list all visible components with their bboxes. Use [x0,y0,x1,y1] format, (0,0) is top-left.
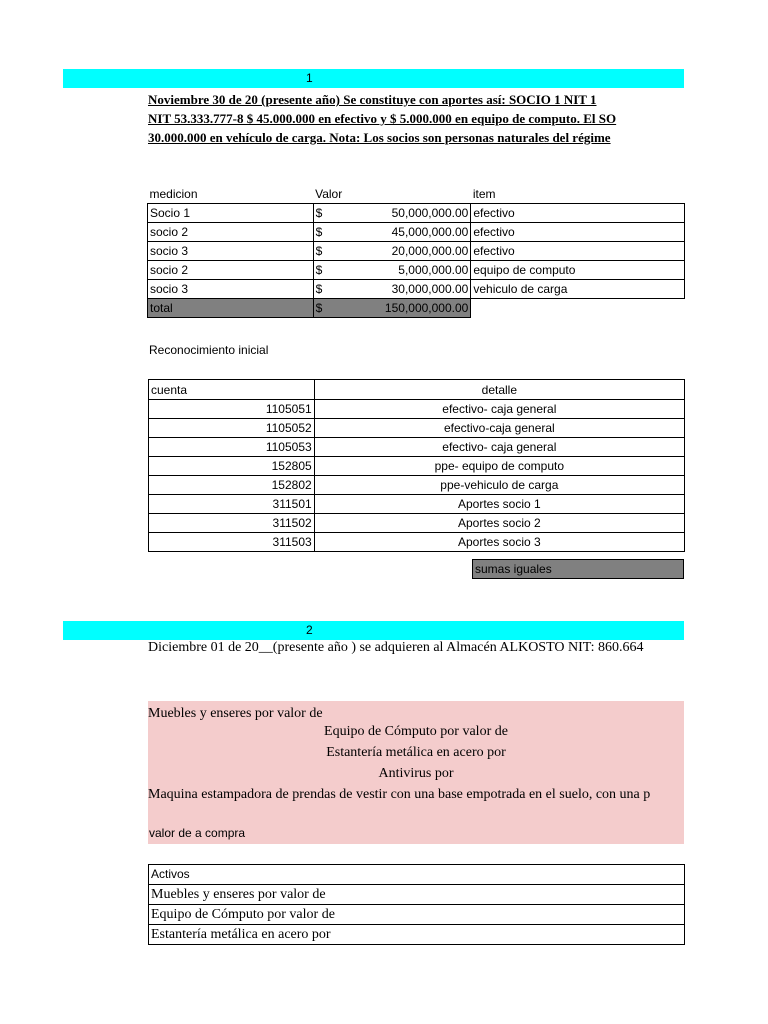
item-cell: vehiculo de carga [471,280,685,299]
assets-table [148,864,685,945]
exercise-1-statement [148,90,684,147]
cuenta-cell: 1105051 [149,400,315,419]
table-row [149,419,685,438]
contributions-table [147,185,685,318]
section-band-2 [63,621,684,640]
valor-cell: 50,000,000.00 [333,204,471,223]
column-header: Activos [149,865,685,885]
asset-cell: Estantería metálica en acero por [149,925,685,945]
total-label: total [148,299,314,318]
sumas-iguales-cell: sumas iguales [472,559,684,579]
item-line: Antivirus por [378,766,454,781]
table-row [149,514,685,533]
cuenta-cell: 1105053 [149,438,315,457]
currency-cell: $ [313,204,333,223]
item-line: Muebles y enseres por valor de [148,706,323,721]
table-row [148,223,685,242]
table-row [148,261,685,280]
table-row [149,438,685,457]
table-row [149,925,685,945]
detalle-cell: Aportes socio 2 [314,514,684,533]
empty-cell [471,299,685,318]
column-header: detalle [314,380,684,400]
section-band-1 [63,69,684,88]
cuenta-cell: 1105052 [149,419,315,438]
purchase-value-label: valor de a compra [149,826,246,840]
column-header: item [472,187,496,201]
statement-line: Noviembre 30 de 20 (presente año) Se constituye con aportes así: SOCIO 1 NIT 1 [148,92,597,107]
currency-cell: $ [313,242,333,261]
column-header: medicion [149,187,198,201]
detalle-cell: efectivo-caja general [314,419,684,438]
item-cell: efectivo [471,223,685,242]
exercise-2-statement: Diciembre 01 de 20__(presente año ) se adquieren al Almacén ALKOSTO NIT: 860.664 [148,640,644,655]
table-row [148,204,685,223]
table-row [149,495,685,514]
cuenta-cell: 152805 [149,457,315,476]
table-row [149,457,685,476]
item-cell: efectivo [471,204,685,223]
detalle-cell: efectivo- caja general [314,438,684,457]
cuenta-cell: 152802 [149,476,315,495]
medicion-cell: socio 3 [148,280,314,299]
valor-cell: 20,000,000.00 [333,242,471,261]
table-row [149,905,685,925]
item-cell: equipo de computo [471,261,685,280]
cuenta-cell: 311503 [149,533,315,552]
valor-cell: 5,000,000.00 [333,261,471,280]
currency-cell: $ [313,261,333,280]
medicion-cell: socio 3 [148,242,314,261]
medicion-cell: Socio 1 [148,204,314,223]
currency-cell: $ [313,223,333,242]
cuenta-cell: 311501 [149,495,315,514]
detalle-cell: efectivo- caja general [314,400,684,419]
table-row [148,280,685,299]
table-row [149,400,685,419]
table-row [148,242,685,261]
table-header-row [149,380,685,400]
asset-cell: Muebles y enseres por valor de [149,885,685,905]
cuenta-cell: 311502 [149,514,315,533]
item-cell: efectivo [471,242,685,261]
total-row [148,299,685,318]
valor-cell: 30,000,000.00 [333,280,471,299]
asset-cell: Equipo de Cómputo por valor de [149,905,685,925]
total-value: 150,000,000.00 [333,299,471,318]
detalle-cell: ppe- equipo de computo [314,457,684,476]
item-line: Maquina estampadora de prendas de vestir con una base empotrada en el suelo, con una p [148,787,651,802]
purchase-items-block [148,701,684,844]
recognition-table [148,379,685,552]
detalle-cell: Aportes socio 1 [314,495,684,514]
table-row [149,885,685,905]
column-header: cuenta [149,380,315,400]
currency-cell: $ [313,280,333,299]
section-number: 2 [306,623,313,637]
item-line: Estantería metálica en acero por [326,745,506,760]
detalle-cell: ppe-vehiculo de carga [314,476,684,495]
recognition-title: Reconocimiento inicial [149,343,269,357]
table-row [149,533,685,552]
valor-cell: 45,000,000.00 [333,223,471,242]
section-number: 1 [306,71,313,85]
medicion-cell: socio 2 [148,223,314,242]
item-line: Equipo de Cómputo por valor de [324,724,508,739]
statement-line: 30.000.000 en vehículo de carga. Nota: Los socios son personas naturales del régime [148,130,611,145]
detalle-cell: Aportes socio 3 [314,533,684,552]
currency-cell: $ [313,299,333,318]
medicion-cell: socio 2 [148,261,314,280]
column-header: Valor [315,187,343,201]
statement-line: NIT 53.333.777-8 $ 45.000.000 en efectivo y $ 5.000.000 en equipo de computo. El SO [148,111,617,126]
table-header-row [149,865,685,885]
table-row [149,476,685,495]
